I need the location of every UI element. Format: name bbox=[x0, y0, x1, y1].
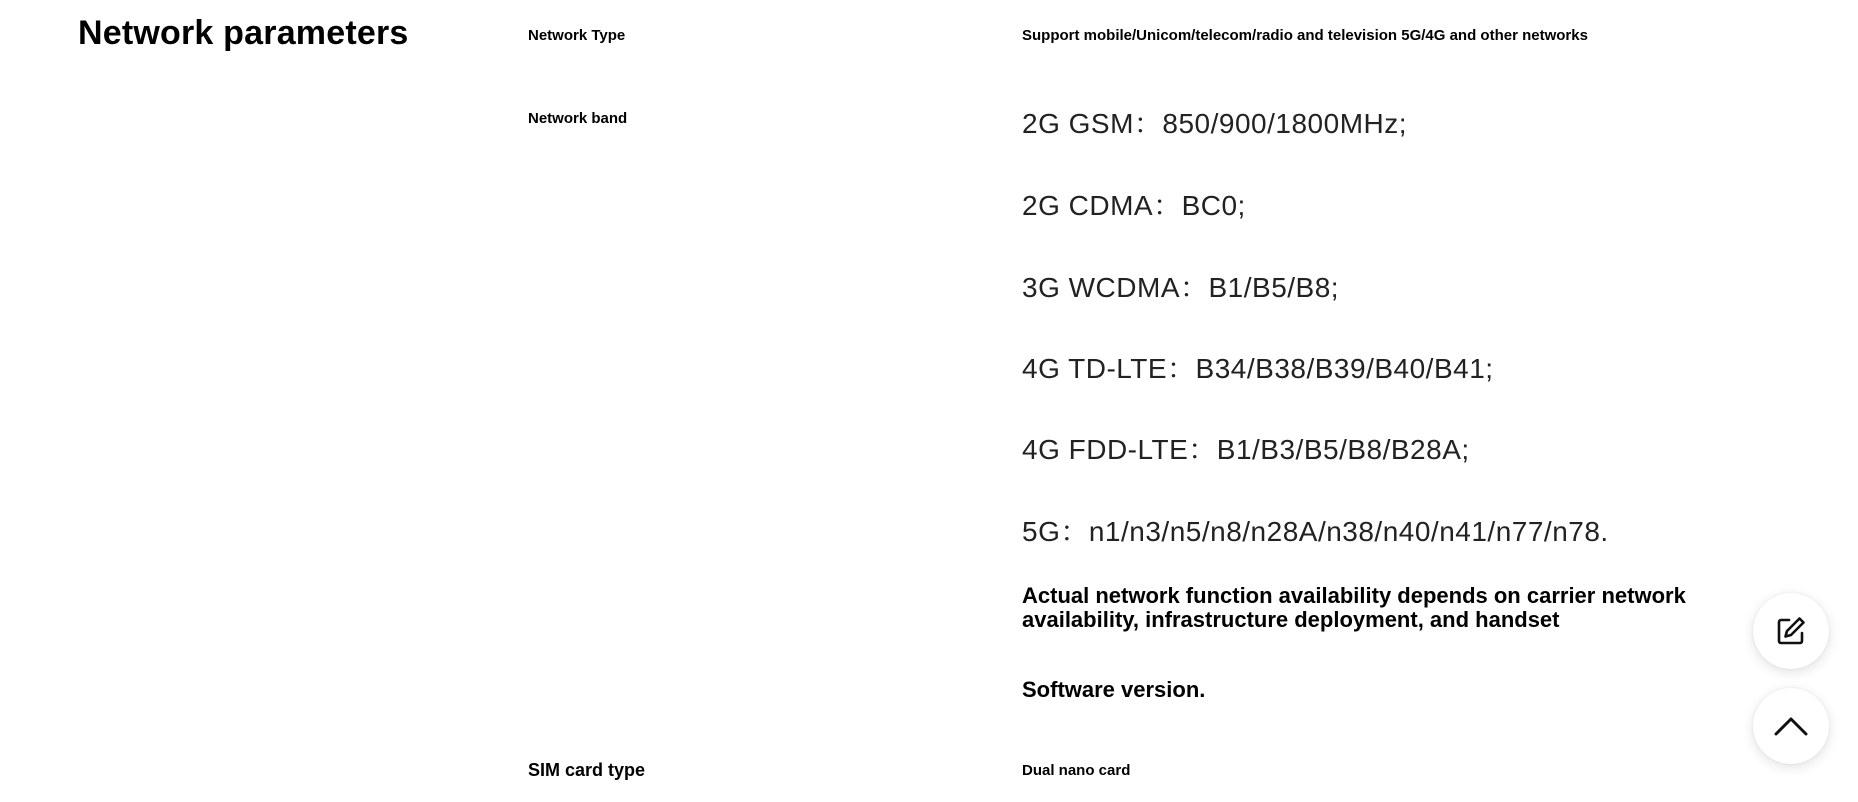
network-type-label: Network Type bbox=[528, 27, 626, 44]
edit-icon bbox=[1773, 613, 1809, 649]
band-3g-wcdma: 3G WCDMA：B1/B5/B8; bbox=[1022, 272, 1340, 303]
back-to-top-button[interactable] bbox=[1753, 688, 1829, 764]
sim-card-value: Dual nano card bbox=[1022, 762, 1131, 779]
software-version-note: Software version. bbox=[1022, 677, 1206, 702]
sim-card-label: SIM card type bbox=[528, 760, 646, 780]
network-band-label: Network band bbox=[528, 110, 628, 127]
availability-note: Actual network function availability depends on carrier network availability, infrastructure deployment, and handset bbox=[1022, 583, 1686, 632]
section-title: Network parameters bbox=[78, 14, 409, 52]
band-2g-gsm: 2G GSM：850/900/1800MHz; bbox=[1022, 108, 1408, 139]
band-5g: 5G：n1/n3/n5/n8/n28A/n38/n40/n41/n77/n78. bbox=[1022, 516, 1609, 547]
chevron-up-icon bbox=[1771, 706, 1811, 746]
band-2g-cdma: 2G CDMA：BC0; bbox=[1022, 190, 1246, 221]
band-4g-fddlte: 4G FDD-LTE：B1/B3/B5/B8/B28A; bbox=[1022, 434, 1470, 465]
band-4g-tdlte: 4G TD-LTE：B34/B38/B39/B40/B41; bbox=[1022, 353, 1494, 384]
edit-button[interactable] bbox=[1753, 593, 1829, 669]
network-type-value: Support mobile/Unicom/telecom/radio and television 5G/4G and other networks bbox=[1022, 27, 1588, 44]
